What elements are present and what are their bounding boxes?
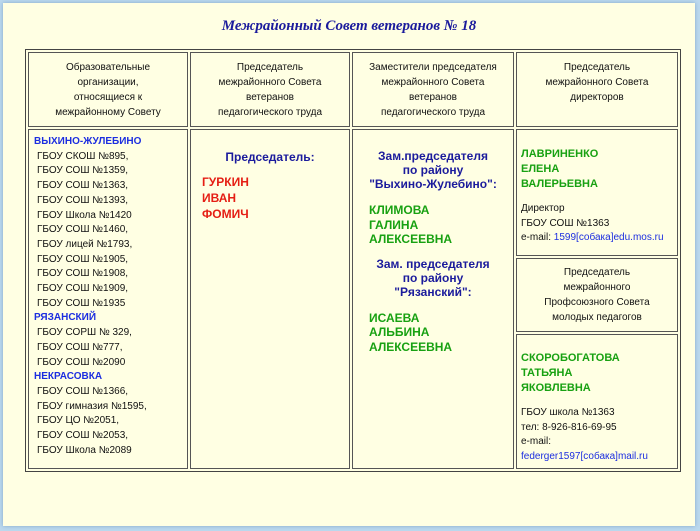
school-item: ГБОУ СОШ №1935 bbox=[37, 297, 126, 309]
name-line: КЛИМОВА bbox=[369, 203, 430, 217]
role-line: "Выхино-Жулебино": bbox=[369, 177, 497, 191]
header-line: межрайонного Совета bbox=[218, 77, 322, 88]
position: Директор bbox=[521, 203, 565, 214]
name-line: СКОРОБОГАТОВА bbox=[521, 352, 620, 364]
young-chair-name bbox=[521, 351, 674, 396]
deputies-cell bbox=[352, 129, 514, 469]
header-line: Председатель bbox=[236, 62, 304, 73]
deputy-role bbox=[361, 149, 505, 191]
name-line: АЛЕКСЕЕВНА bbox=[369, 339, 453, 354]
email-label: e-mail: bbox=[521, 436, 552, 447]
district-name: ВЫХИНО-ЖУЛЕБИНО bbox=[34, 136, 142, 147]
header-row bbox=[28, 52, 678, 127]
name-line: ВАЛЕРЬЕВНА bbox=[521, 178, 598, 190]
school: ГБОУ школа №1363 bbox=[521, 407, 615, 418]
deputy-role bbox=[361, 257, 505, 299]
school-item: ГБОУ СОШ №2053, bbox=[37, 430, 129, 442]
header-line: ветеранов bbox=[409, 92, 457, 103]
school-item: ГБОУ Школа №1420 bbox=[37, 209, 132, 221]
header-line: Председатель bbox=[563, 267, 631, 278]
role-line: по району bbox=[402, 270, 464, 285]
header-line: Председатель bbox=[563, 62, 631, 73]
school-item: ГБОУ СКОШ №895, bbox=[37, 150, 129, 162]
school-item: ГБОУ СОШ №777, bbox=[37, 341, 123, 353]
role-line: Зам.председателя bbox=[378, 149, 488, 163]
header-line: межрайонного Совета bbox=[545, 77, 649, 88]
chair-role: Председатель: bbox=[225, 150, 315, 164]
chair-name bbox=[191, 174, 349, 222]
name-line: ЕЛЕНА bbox=[521, 163, 560, 175]
name-line: ГУРКИН bbox=[202, 175, 249, 189]
chair-cell bbox=[190, 129, 350, 469]
district-name: НЕКРАСОВКА bbox=[34, 371, 103, 383]
young-chair-cell bbox=[516, 334, 678, 469]
school-item: ГБОУ СОШ №2090 bbox=[37, 356, 126, 368]
school-item: ГБОУ ЦО №2051, bbox=[37, 415, 120, 427]
phone: тел: 8-926-816-69-95 bbox=[521, 421, 617, 433]
email-link[interactable]: federger1597[собака]mail.ru bbox=[521, 450, 648, 462]
school-item: ГБОУ СОШ №1366, bbox=[37, 385, 129, 397]
content-row bbox=[28, 129, 678, 256]
directors-chair-name bbox=[521, 147, 674, 192]
name-line: ГАЛИНА bbox=[369, 217, 419, 232]
school-item: ГБОУ СОШ №1363, bbox=[37, 180, 129, 192]
role-line: Зам. председателя bbox=[376, 256, 490, 271]
header-line: директоров bbox=[570, 92, 624, 103]
school-item: ГБОУ СОШ №1460, bbox=[37, 224, 129, 236]
district-name: РЯЗАНСКИЙ bbox=[34, 312, 97, 324]
school-item: ГБОУ СОРШ № 329, bbox=[37, 327, 132, 339]
header-line: педагогического труда bbox=[217, 107, 323, 118]
school-item: ГБОУ СОШ №1359, bbox=[37, 165, 129, 177]
school-item: ГБОУ СОШ №1908, bbox=[37, 268, 129, 280]
header-line: Заместители председателя bbox=[369, 62, 497, 73]
name-line: АЛЕКСЕЕВНА bbox=[369, 232, 453, 246]
school-item: ГБОУ СОШ №1393, bbox=[37, 194, 129, 206]
email-row bbox=[521, 231, 674, 246]
school: ГБОУ СОШ №1363 bbox=[521, 217, 610, 229]
name-line: АЛЬБИНА bbox=[369, 325, 430, 339]
orgs-cell bbox=[28, 129, 188, 469]
role-line: "Рязанский": bbox=[394, 284, 472, 299]
header-orgs bbox=[28, 52, 188, 127]
name-line: ФОМИЧ bbox=[202, 207, 249, 221]
header-line: относящиеся к bbox=[73, 92, 143, 103]
email-link[interactable]: 1599[собака]edu.mos.ru bbox=[553, 232, 664, 243]
header-line: организации, bbox=[77, 77, 139, 88]
role-line: по району bbox=[402, 163, 464, 177]
school-item: ГБОУ Школа №2089 bbox=[37, 444, 132, 456]
name-line: ЛАВРИНЕНКО bbox=[521, 148, 599, 160]
header-line: педагогического труда bbox=[380, 107, 486, 118]
header-deputies bbox=[352, 52, 514, 127]
email-label: e-mail: bbox=[521, 232, 552, 243]
header-line: Профсоюзного Совета bbox=[544, 297, 650, 308]
header-line: межрайонного bbox=[563, 282, 631, 293]
union-header bbox=[516, 258, 678, 332]
name-line: ИВАН bbox=[202, 191, 237, 205]
name-line: ИСАЕВА bbox=[369, 310, 420, 325]
header-line: Образовательные bbox=[65, 62, 151, 73]
deputy-name bbox=[369, 311, 505, 355]
header-directors bbox=[516, 52, 678, 127]
council-table bbox=[25, 49, 681, 472]
header-line: межрайонного Совета bbox=[381, 77, 485, 88]
header-line: межрайонному Совету bbox=[55, 107, 161, 118]
name-line: ЯКОВЛЕВНА bbox=[521, 382, 591, 394]
school-item: ГБОУ лицей №1793, bbox=[37, 238, 133, 250]
school-item: ГБОУ СОШ №1905, bbox=[37, 253, 129, 265]
deputy-name bbox=[369, 203, 505, 247]
header-line: ветеранов bbox=[246, 92, 294, 103]
school-item: ГБОУ гимназия №1595, bbox=[37, 400, 147, 412]
name-line: ТАТЬЯНА bbox=[521, 367, 573, 379]
page-frame bbox=[3, 3, 695, 526]
page-title: Межрайонный Совет ветеранов № 18 bbox=[221, 18, 477, 34]
header-chair bbox=[190, 52, 350, 127]
directors-chair-cell bbox=[516, 129, 678, 256]
header-line: молодых педагогов bbox=[552, 312, 642, 323]
school-item: ГБОУ СОШ №1909, bbox=[37, 283, 129, 295]
